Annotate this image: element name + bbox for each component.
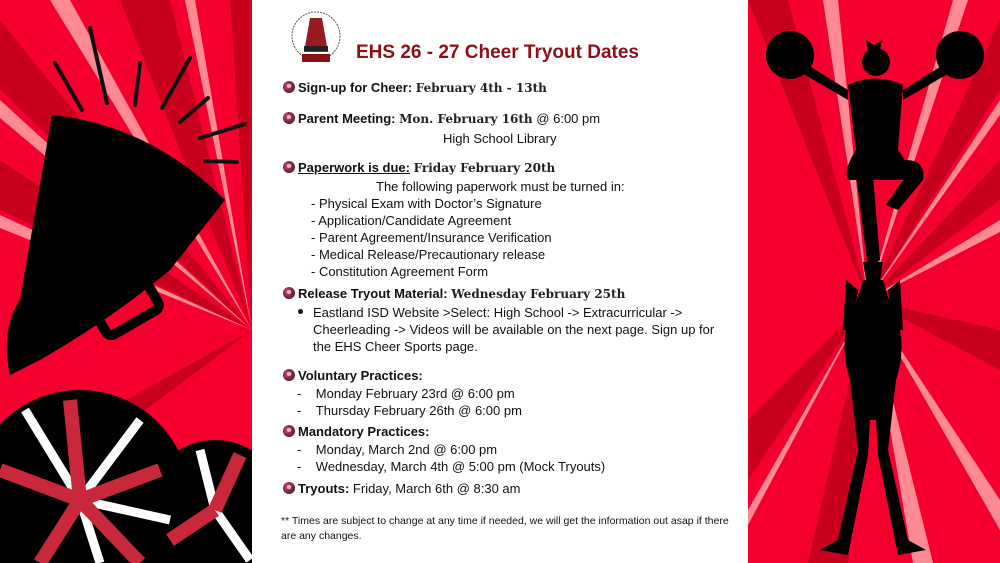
mandatory-item — [297, 442, 497, 457]
pompom-bullet-icon — [283, 112, 295, 124]
release-line-text: the EHS Cheer Sports page. — [313, 339, 478, 354]
paperwork-label: Paperwork is due: — [298, 160, 410, 175]
tryouts-date: Friday, March 6th @ 8:30 am — [352, 481, 521, 496]
release-date: Wednesday February 25th — [451, 287, 626, 301]
pompom-bullet-icon — [283, 369, 295, 381]
pompom-bullet-icon — [283, 482, 295, 494]
pompom-bullet-icon — [283, 287, 295, 299]
bullet-dot-icon — [298, 309, 303, 314]
paperwork-item: - Medical Release/Precautionary release — [311, 247, 546, 262]
pompom-bullet-icon — [283, 425, 295, 437]
pompom-bullet-icon — [283, 81, 295, 93]
mandatory-item-text: Wednesday, March 4th @ 5:00 pm (Mock Tryouts) — [315, 459, 606, 474]
parent-meeting-row — [283, 111, 600, 126]
mandatory-row — [283, 424, 430, 439]
voluntary-row — [283, 368, 423, 383]
mandatory-item — [297, 459, 605, 474]
voluntary-item-text: Thursday February 26th @ 6:00 pm — [315, 403, 522, 418]
mandatory-label: Mandatory Practices: — [298, 424, 430, 439]
dash: - — [297, 403, 302, 418]
release-label: Release Tryout Material: — [298, 286, 448, 301]
paperwork-intro: The following paperwork must be turned in: — [376, 179, 625, 194]
right-decoration-panel — [748, 0, 1000, 563]
parent-meeting-time: @ 6:00 pm — [536, 111, 601, 126]
signup-label: Sign-up for Cheer: — [298, 80, 413, 95]
tryouts-row — [283, 481, 521, 496]
left-decoration-panel — [0, 0, 252, 563]
paperwork-item: - Constitution Agreement Form — [311, 264, 489, 279]
parent-meeting-label: Parent Meeting: — [298, 111, 396, 126]
pompom-icon — [0, 0, 252, 563]
flyer-content — [252, 0, 748, 563]
dash: - — [297, 442, 302, 457]
voluntary-label: Voluntary Practices: — [298, 368, 423, 383]
release-line-text: Cheerleading -> Videos will be available on the next page. Sign up for — [313, 322, 715, 337]
parent-meeting-date: Mon. February 16th — [399, 112, 533, 126]
voluntary-item-text: Monday February 23rd @ 6:00 pm — [315, 386, 515, 401]
school-logo-icon — [288, 10, 344, 66]
paperwork-item: - Physical Exam with Doctor’s Signature — [311, 196, 542, 211]
dash: - — [297, 386, 302, 401]
paperwork-item: - Parent Agreement/Insurance Verification — [311, 230, 552, 245]
parent-meeting-location: High School Library — [443, 131, 557, 146]
release-instructions-line — [298, 305, 682, 320]
signup-dates: February 4th - 13th — [415, 81, 547, 95]
pompom-bullet-icon — [283, 161, 295, 173]
voluntary-item — [297, 403, 522, 418]
footnote: ** Times are subject to change at any time if needed, we will get the information out asap if there are any changes. — [281, 515, 729, 542]
mandatory-item-text: Monday, March 2nd @ 6:00 pm — [315, 442, 498, 457]
voluntary-item — [297, 386, 515, 401]
signup-row — [283, 80, 547, 95]
page-title: EHS 26 - 27 Cheer Tryout Dates — [356, 42, 639, 63]
cheerleader-silhouette-icon — [748, 0, 1000, 563]
release-line-text: Eastland ISD Website >Select: High School -> Extracurricular -> — [313, 305, 683, 320]
release-row — [283, 286, 625, 301]
paperwork-item: - Application/Candidate Agreement — [311, 213, 512, 228]
tryouts-label: Tryouts: — [298, 481, 350, 496]
paperwork-due-date: Friday February 20th — [413, 161, 556, 175]
paperwork-row — [283, 160, 555, 175]
dash: - — [297, 459, 302, 474]
